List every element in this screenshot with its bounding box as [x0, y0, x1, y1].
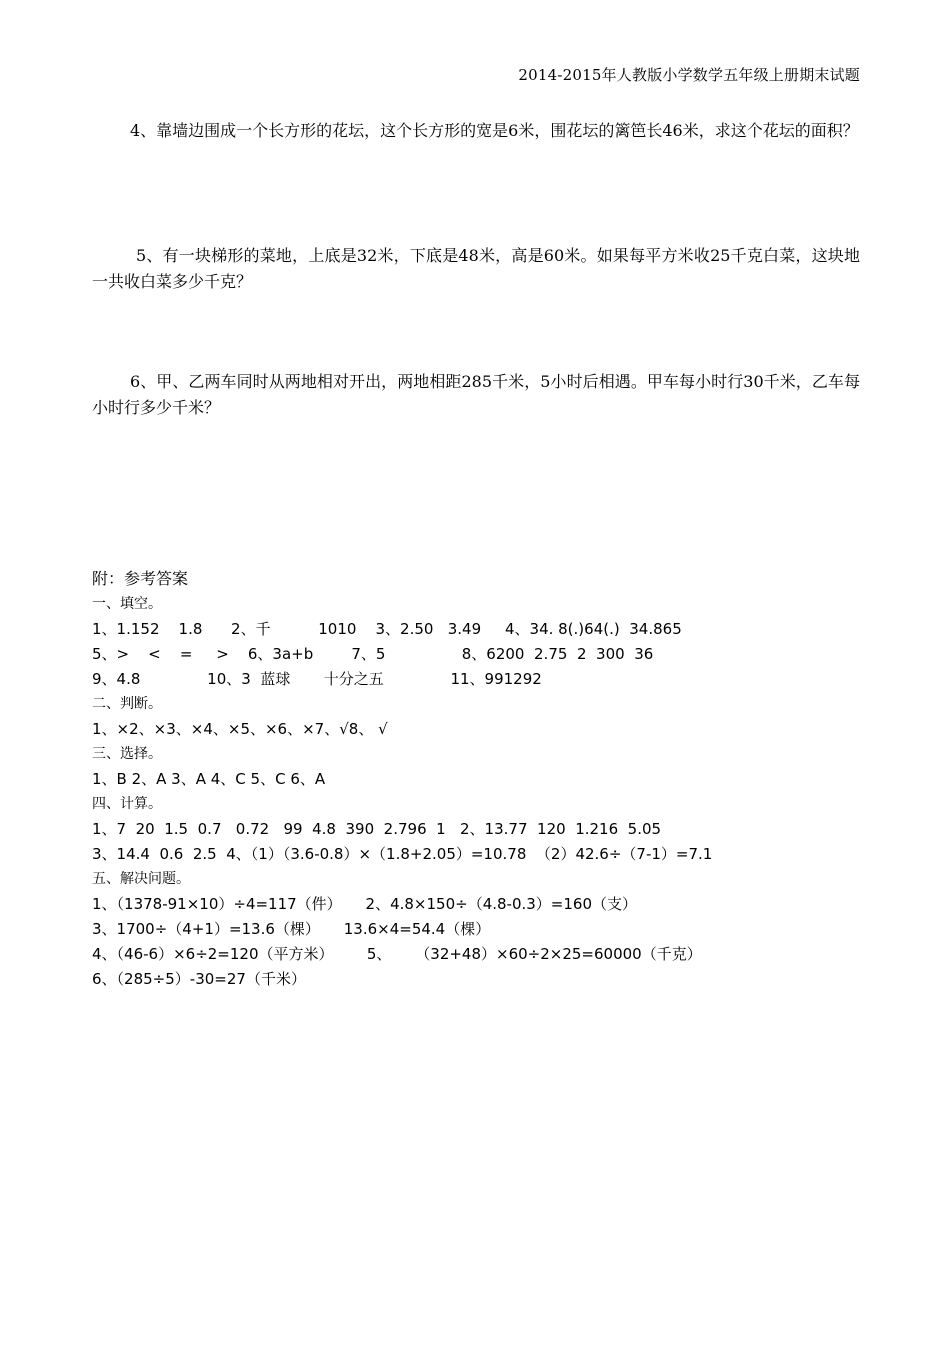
answer-line: 5、> < = > 6、3a+b 7、5 8、6200 2.75 2 300 36: [92, 645, 654, 663]
answer-line: 6、（285÷5）-30=27（千米）: [92, 970, 306, 988]
answer-line: 4、（46-6）×6÷2=120（平方米） 5、 （32+48）×60÷2×25=60000（千克）: [92, 945, 702, 963]
section-choice: 三、选择。: [92, 746, 162, 762]
answer-line: 1、1.152 1.8 2、千 1010 3、2.50 3.49 4、34. 8(.)64(.) 34.865: [92, 620, 682, 638]
answer-key-title: 附：参考答案: [92, 569, 189, 588]
page-header: 2014-2015年人教版小学数学五年级上册期末试题: [518, 66, 860, 84]
answer-line: 3、14.4 0.6 2.5 4、（1）（3.6-0.8）×（1.8+2.05）=10.78 （2）42.6÷（7-1）=7.1: [92, 845, 713, 863]
answer-line: 1、B 2、A 3、A 4、C 5、C 6、A: [92, 770, 326, 788]
answer-line: 9、4.8 10、3 蓝球 十分之五 11、991292: [92, 670, 542, 688]
problem-6: 6、甲、乙两车同时从两地相对开出，两地相距285千米，5小时后相遇。甲车每小时行30千米，乙车每小时行多少千米？: [92, 372, 860, 417]
answer-line: 1、（1378-91×10）÷4=117（件） 2、4.8×150÷（4.8-0.3）=160（支）: [92, 895, 638, 913]
section-calculate: 四、计算。: [92, 796, 162, 812]
problem-4: 4、靠墙边围成一个长方形的花坛，这个长方形的宽是6米，围花坛的篱笆长46米，求这个花坛的面积？: [130, 121, 859, 140]
problem-5: 5、有一块梯形的菜地，上底是32米，下底是48米，高是60米。如果每平方米收25千克白菜，这块地一共收白菜多少千克？: [92, 246, 860, 291]
section-solve: 五、解决问题。: [92, 871, 190, 887]
answer-line: 3、1700÷（4+1）=13.6（棵） 13.6×4=54.4（棵）: [92, 920, 491, 938]
section-judge: 二、判断。: [92, 696, 162, 712]
section-fill-blank: 一、填空。: [92, 596, 162, 612]
answer-line: 1、×2、×3、×4、×5、×6、×7、√8、 √: [92, 720, 388, 738]
answer-key: [92, 566, 872, 992]
answer-line: 1、7 20 1.5 0.7 0.72 99 4.8 390 2.796 1 2、13.77 120 1.216 5.05: [92, 820, 662, 838]
